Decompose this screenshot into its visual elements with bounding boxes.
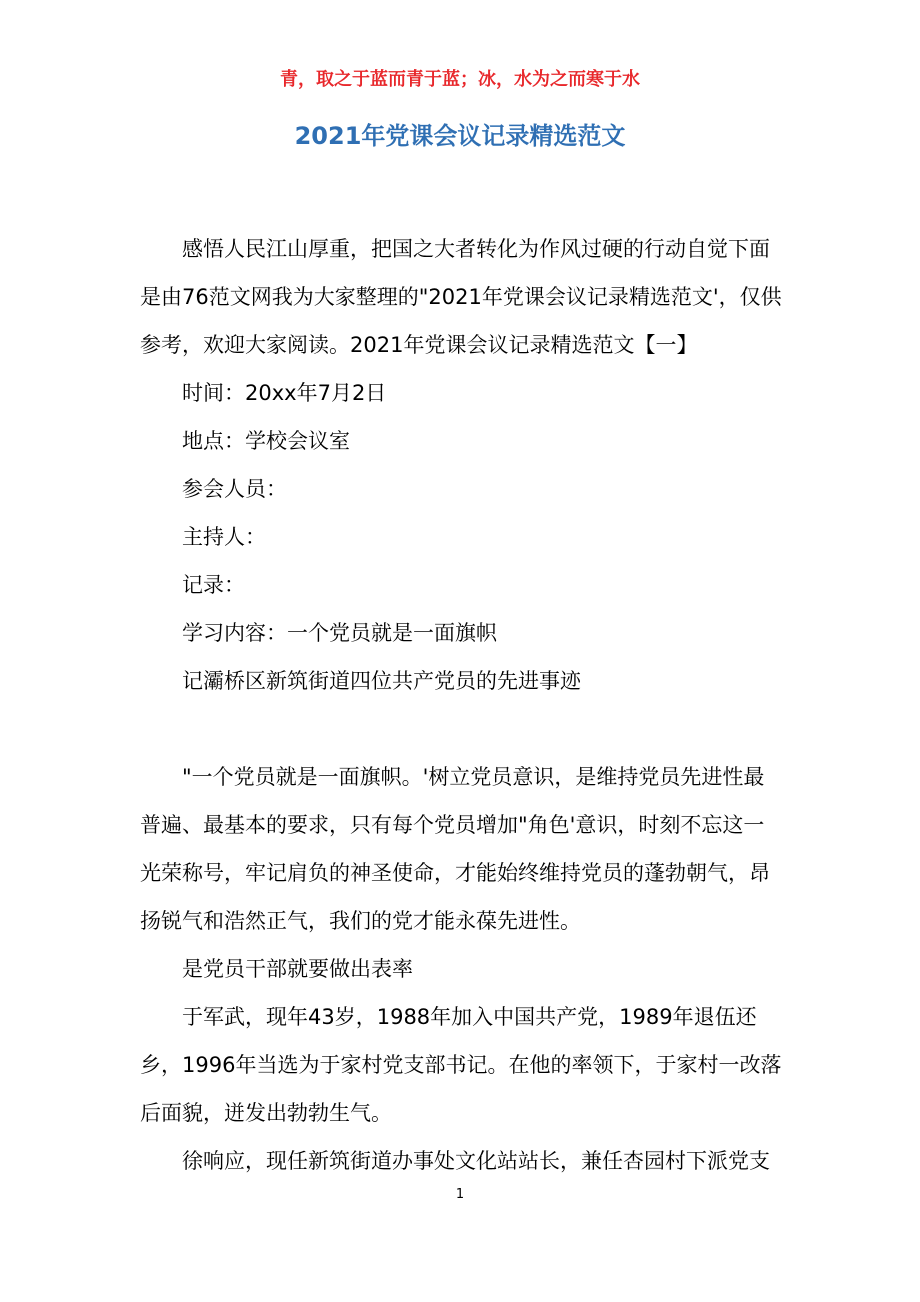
meeting-attendees: 参会人员：: [182, 477, 287, 501]
study-subtitle: 记灞桥区新筑街道四位共产党员的先进事迹: [182, 669, 581, 693]
study-content: 学习内容：一个党员就是一面旗帜: [182, 621, 497, 645]
section-heading: 是党员干部就要做出表率: [182, 957, 413, 981]
body-paragraph: "一个党员就是一面旗帜。'树立党员意识，是维持党员先进性最普遍、最基本的要求，只有每个党员增加"角色'意识，时刻不忘这一光荣称号，牢记肩负的神圣使命，才能始终维持党员的蓬勃朝气，昂扬锐气和浩然正气，我们的党才能永葆先进性。: [140, 765, 770, 933]
document-body: [140, 225, 785, 1185]
meeting-time: 时间：20xx年7月2日: [182, 381, 387, 405]
meeting-recorder: 记录：: [182, 573, 245, 597]
intro-paragraph: 感悟人民江山厚重，把国之大者转化为作风过硬的行动自觉下面是由76范文网我为大家整理的"2021年党课会议记录精选范文'，仅供参考，欢迎大家阅读。2021年党课会议记录精选范文【一】: [140, 237, 782, 357]
meeting-location: 地点：学校会议室: [182, 429, 350, 453]
header-motto: 青，取之于蓝而青于蓝；冰，水为之而寒于水: [280, 69, 640, 90]
body-paragraph: 于军武，现年43岁，1988年加入中国共产党，1989年退伍还乡，1996年当选为于家村党支部书记。在他的率领下，于家村一改落后面貌，迸发出勃勃生气。: [140, 1005, 782, 1125]
meeting-host: 主持人：: [182, 525, 266, 549]
body-paragraph: 徐响应，现任新筑街道办事处文化站站长，兼任杏园村下派党支: [182, 1149, 770, 1173]
document-title: 2021年党课会议记录精选范文: [294, 122, 626, 150]
paragraph-gap: [140, 705, 785, 753]
page-number: 1: [455, 1187, 465, 1202]
